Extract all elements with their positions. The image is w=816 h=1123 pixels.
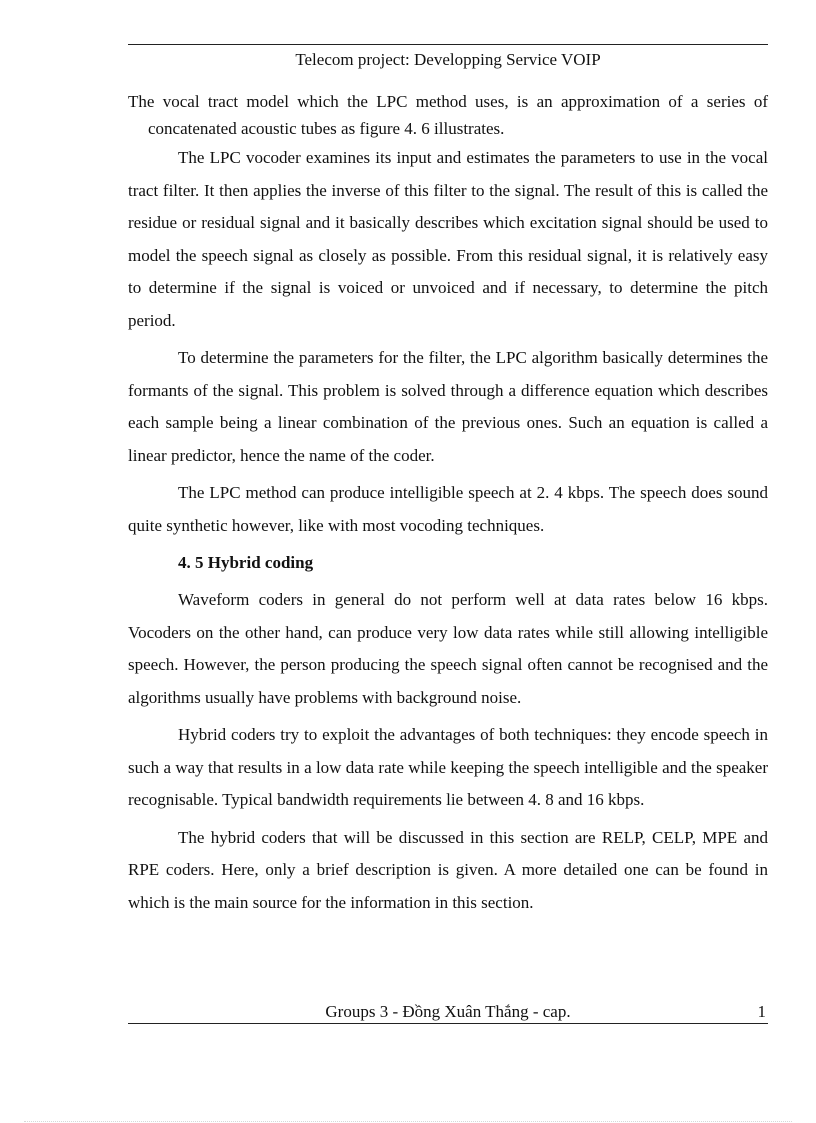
section-heading: 4. 5 Hybrid coding [178,553,314,572]
paragraph-waveform-coders: Waveform coders in general do not perform well at data rates below 16 kbps. Vocoders on the other hand, can produce very low data rates while still allowing intelligible speech. However, the person producing the speech signal often cannot be recognised and the algorithms usually have problems with background noise. [128,590,768,707]
footer-rule [128,1023,768,1024]
paragraph-lpc-quality: The LPC method can produce intelligible speech at 2. 4 kbps. The speech does sound quite synthetic however, like with most vocoding techniques. [128,483,768,535]
document-body [128,88,768,919]
paragraph-hybrid-coders: Hybrid coders try to exploit the advantages of both techniques: they encode speech in such a way that results in a low data rate while keeping the speech intelligible and the speaker recognisable. Typical bandwidth requirements lie between 4. 8 and 16 kbps. [128,725,768,809]
paragraph-lpc-model: The vocal tract model which the LPC method uses, is an approximation of a series of concatenated acoustic tubes as figure 4. 6 illustrates. [128,92,768,138]
footer-author: Groups 3 - Đồng Xuân Thắng - cap. [325,1002,571,1021]
header-rule [128,44,768,45]
paragraph-coder-list: The hybrid coders that will be discussed in this section are RELP, CELP, MPE and RPE coders. Here, only a brief description is given. A more detailed one can be found in which is the main source for the information in this section. [128,827,768,912]
paragraph-lpc-parameters: To determine the parameters for the filter, the LPC algorithm basically determines the formants of the signal. This problem is solved through a difference equation which describes each sample being a linear combination of the previous ones. Such an equation is called a linear predictor, hence the name of the coder. [128,348,768,465]
paragraph-lpc-vocoder: The LPC vocoder examines its input and estimates the parameters to use in the vocal tract filter. It then applies the inverse of this filter to the signal. The result of this is called the residue or residual signal and it basically describes which excitation signal should be used to model the speech signal as closely as possible. From this residual signal, it is relatively easy to determine if the signal is voiced or unvoiced and if necessary, to determine the pitch period. [128,148,768,330]
header-title: Telecom project: Developping Service VOIP [295,50,601,69]
page-number: 1 [757,1002,766,1021]
page-bottom-divider [24,1121,792,1122]
